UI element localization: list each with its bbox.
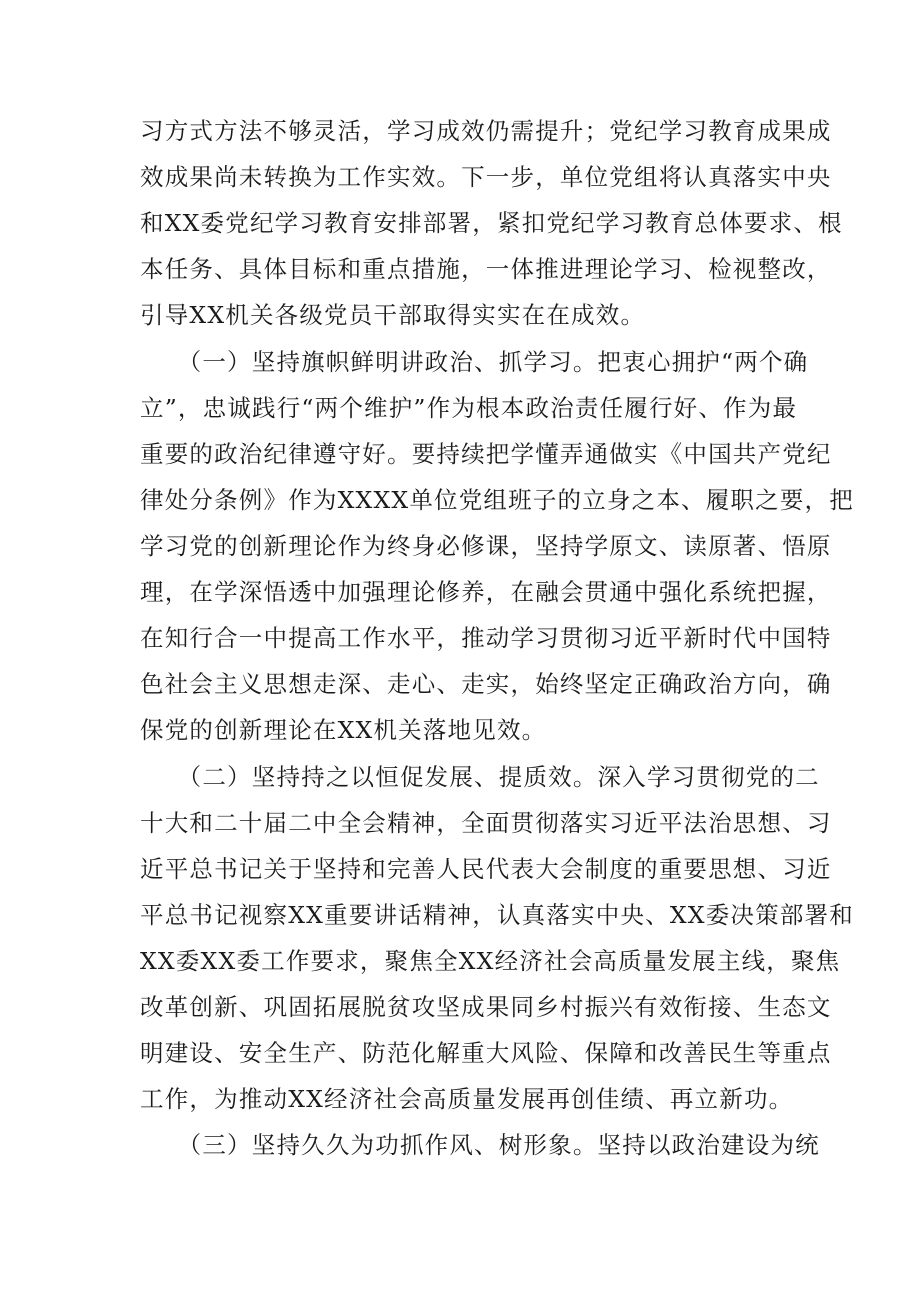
text-line: 十大和二十届二中全会精神，全面贯彻落实习近平法治思想、习 [140,809,832,837]
text-line: 保党的创新理论在XX机关落地见效。 [140,716,547,744]
text-line: XX委XX委工作要求，聚焦全XX经济社会高质量发展主线，聚焦 [140,947,841,975]
paragraph-intro [140,108,843,338]
text-line: （三）坚持久久为功抓作风、树形象。坚持以政治建设为统 [140,1131,820,1159]
text-line: 习方式方法不够灵活，学习成效仍需提升；党纪学习教育成果成 [140,117,832,145]
text-line: 明建设、安全生产、防范化解重大风险、保障和改善民生等重点 [140,1039,832,1067]
text-line: 改革创新、巩固拓展脱贫攻坚成果同乡村振兴有效衔接、生态文 [140,993,832,1021]
text-line: 色社会主义思想走深、走心、走实，始终坚定正确政治方向，确 [140,670,832,698]
text-line: （一）坚持旗帜鲜明讲政治、抓学习。把衷心拥护“两个确 [140,348,809,376]
text-line: 理，在学深悟透中加强理论修养，在融会贯通中强化系统把握， [140,578,832,606]
text-line: 效成果尚未转换为工作实效。下一步，单位党组将认真落实中央 [140,163,832,191]
text-line: 学习党的创新理论作为终身必修课，坚持学原文、读原著、悟原 [140,532,832,560]
text-line: 和XX委党纪学习教育安排部署，紧扣党纪学习教育总体要求、根 [140,209,843,237]
text-line: 重要的政治纪律遵守好。要持续把学懂弄通做实《中国共产党纪 [140,440,832,468]
text-line: 本任务、具体目标和重点措施，一体推进理论学习、检视整改， [140,255,832,283]
text-line: 平总书记视察XX重要讲话精神，认真落实中央、XX委决策部署和 [140,901,854,929]
text-line: （二）坚持持之以恒促发展、提质效。深入学习贯彻党的二 [140,763,820,791]
text-line: 立”，忠诚践行“两个维护”作为根本政治责任履行好、作为最 [140,394,798,422]
paragraph-section-1 [140,339,854,753]
paragraph-section-3 [140,1122,820,1168]
text-line: 工作，为推动XX经济社会高质量发展再创佳绩、再立新功。 [140,1085,794,1113]
text-line: 在知行合一中提高工作水平，推动学习贯彻习近平新时代中国特 [140,624,832,652]
paragraph-section-2 [140,754,854,1122]
text-line: 律处分条例》作为XXXX单位党组班子的立身之本、履职之要，把 [140,486,854,514]
text-line: 引导XX机关各级党员干部取得实实在在成效。 [140,301,646,329]
text-line: 近平总书记关于坚持和完善人民代表大会制度的重要思想、习近 [140,855,832,883]
